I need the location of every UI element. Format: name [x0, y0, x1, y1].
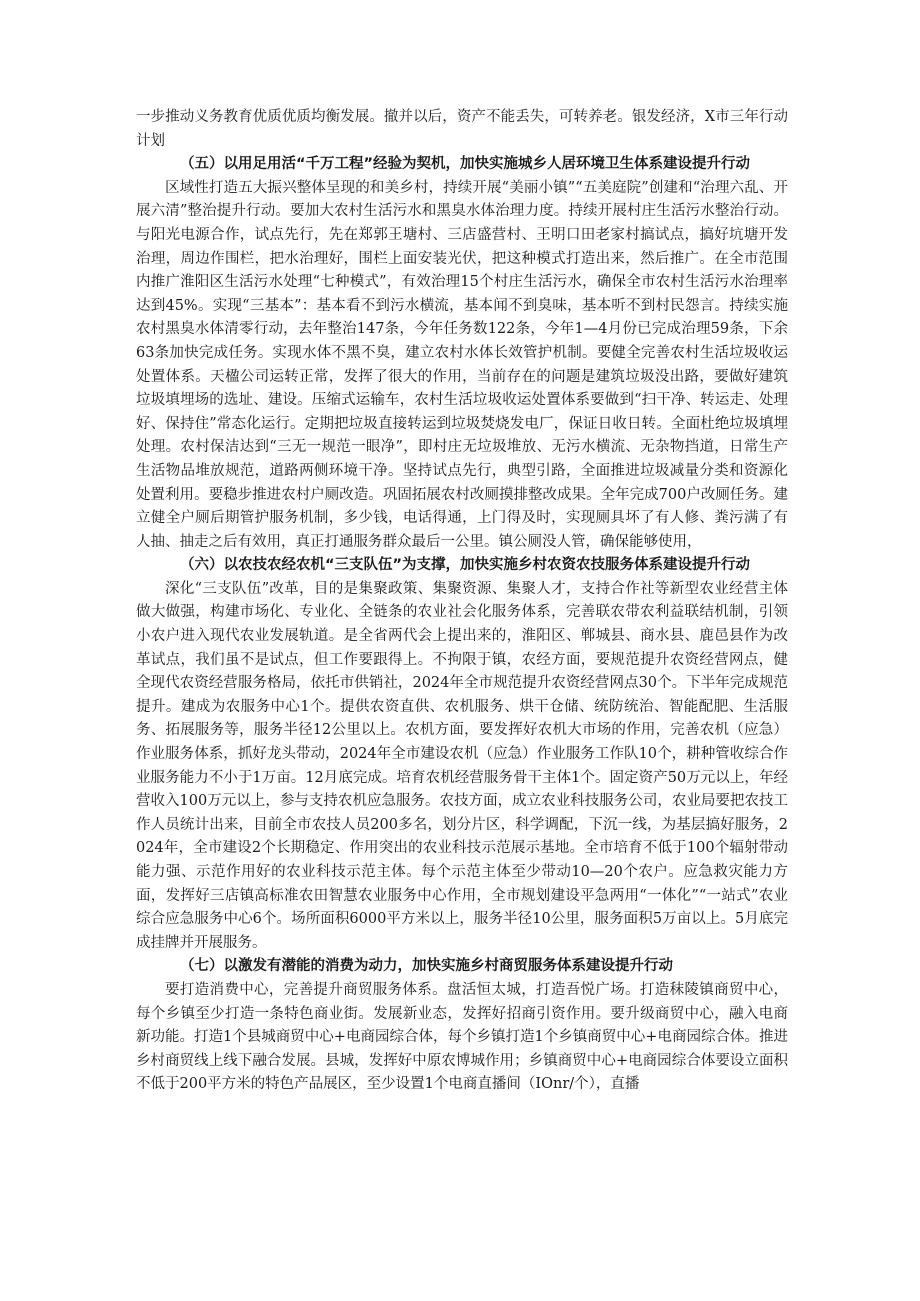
- document-page: [136, 106, 788, 1097]
- section-heading-5: （五）以用足用活“千万工程”经验为契机，加快实施城乡人居环境卫生体系建设提升行动: [180, 156, 751, 173]
- paragraph-section-7: 要打造消费中心，完善提升商贸服务体系。盘活恒太城，打造吾悦广场。打造秣陵镇商贸中心，每个乡镇至少打造一条特色商业街。发展新业态，发挥好招商引资作用。要升级商贸中心，融入电商新功能。打造1个县城商贸中心+电商园综合体，每个乡镇打造1个乡镇商贸中心+电商园综合体。推进乡村商贸线上线下融合发展。县城，发挥好中原农博城作用；乡镇商贸中心+电商园综合体要设立面积不低于200平方米的特色产品展区，至少设置1个电商直播间（IOnr/个），直播: [136, 981, 788, 1093]
- paragraph-continuation: 一步推动义务教育优质优质均衡发展。撤并以后，资产不能丢失，可转养老。银发经济，X市三年行动计划: [136, 109, 788, 149]
- paragraph-section-5: 区域性打造五大振兴整体呈现的和美乡村，持续开展“美丽小镇”“五美庭院”创建和“治理六乱、开展六清”整治提升行动。要加大农村生活污水和黑臭水体治理力度。持续开展村庄生活污水整治行动。与阳光电源合作，试点先行，先在郑郭王塘村、三店盛营村、王明口田老家村搞试点，搞好坑塘开发治理，周边作围栏，把水治理好，围栏上面安装光伏，把这种模式打造出来，然后推广。在全市范围内推广淮阳区生活污水处理“七种模式”，有效治理15个村庄生活污水，确保全市农村生活污水治理率达到45%。实现“三基本”：基本看不到污水横流，基本闻不到臭味，基本听不到村民怨言。持续实施农村黑臭水体清零行动，去年整治147条，今年任务数122条，今年1—4月份已完成治理59条，下余63条加快完成任务。实现水体不黑不臭，建立农村水体长效管护机制。要健全完善农村生活垃圾收运处置体系。天楹公司运转正常，发挥了很大的作用，当前存在的问题是建筑垃圾没出路，要做好建筑垃圾填埋场的选址、建设。压缩式运输车，农村生活垃圾收运处置体系要做到“扫干净、转运走、处理好、保持住”常态化运行。定期把垃圾直接转运到垃圾焚烧发电厂，保证日收日转。全面杜绝垃圾填埋处理。农村保洁达到“三无一规范一眼净”，即村庄无垃圾堆放、无污水横流、无杂物挡道，日常生产生活物品堆放规范，道路两侧环境干净。坚持试点先行，典型引路，全面推进垃圾减量分类和资源化处置利用。要稳步推进农村户厕改造。巩固拓展农村改厕摸排整改成果。全年完成700户改厕任务。建立健全户厕后期管护服务机制，多少钱，电话得通，上门得及时，实现厕具坏了有人修、粪污满了有人抽、抽走之后有效用，真正打通服务群众最后一公里。镇公厕没人管，确保能够使用，: [136, 179, 788, 550]
- paragraph-section-6: 深化“三支队伍”改革，目的是集聚政策、集聚资源、集聚人才，支持合作社等新型农业经营主体做大做强，构建市场化、专业化、全链条的农业社会化服务体系，完善联农带农利益联结机制，引领小农户进入现代农业发展轨道。是全省两代会上提出来的，淮阳区、郸城县、商水县、鹿邑县作为改革试点，我们虽不是试点，但工作要跟得上。不拘限于镇，农经方面，要规范提升农资经营网点，健全现代农资经营服务格局，依托市供销社，2024年全市规范提升农资经营网点30个。下半年完成规范提升。建成为农服务中心1个。提供农资直供、农机服务、烘干仓储、统防统治、智能配肥、生活服务、拓展服务等，服务半径12公里以上。农机方面，要发挥好农机大市场的作用，完善农机（应急）作业服务体系，抓好龙头带动，2024年全市建设农机（应急）作业服务工作队10个，耕种管收综合作业服务能力不小于1万亩。12月底完成。培育农机经营服务骨干主体1个。固定资产50万元以上，年经营收入100万元以上，参与支持农机应急服务。农技方面，成立农业科技服务公司，农业局要把农技工作人员统计出来，目前全市农技人员200多名，划分片区，科学调配，下沉一线，为基层搞好服务，2024年，全市建设2个长期稳定、作用突出的农业科技示范展示基地。全市培育不低于100个辐射带动能力强、示范作用好的农业科技示范主体。每个示范主体至少带动10—20个农户。应急救灾能力方面，发挥好三店镇高标准农田智慧农业服务中心作用，全市规划建设平急两用“一体化”“一站式”农业综合应急服务中心6个。场所面积6000平方米以上，服务半径10公里，服务面积5万亩以上。5月底完成挂牌并开展服务。: [136, 580, 788, 951]
- section-heading-6: （六）以农技农经农机“三支队伍”为支撑，加快实施乡村农资农技服务体系建设提升行动: [180, 557, 751, 574]
- section-heading-7: （七）以激发有潜能的消费为动力，加快实施乡村商贸服务体系建设提升行动: [180, 958, 673, 975]
